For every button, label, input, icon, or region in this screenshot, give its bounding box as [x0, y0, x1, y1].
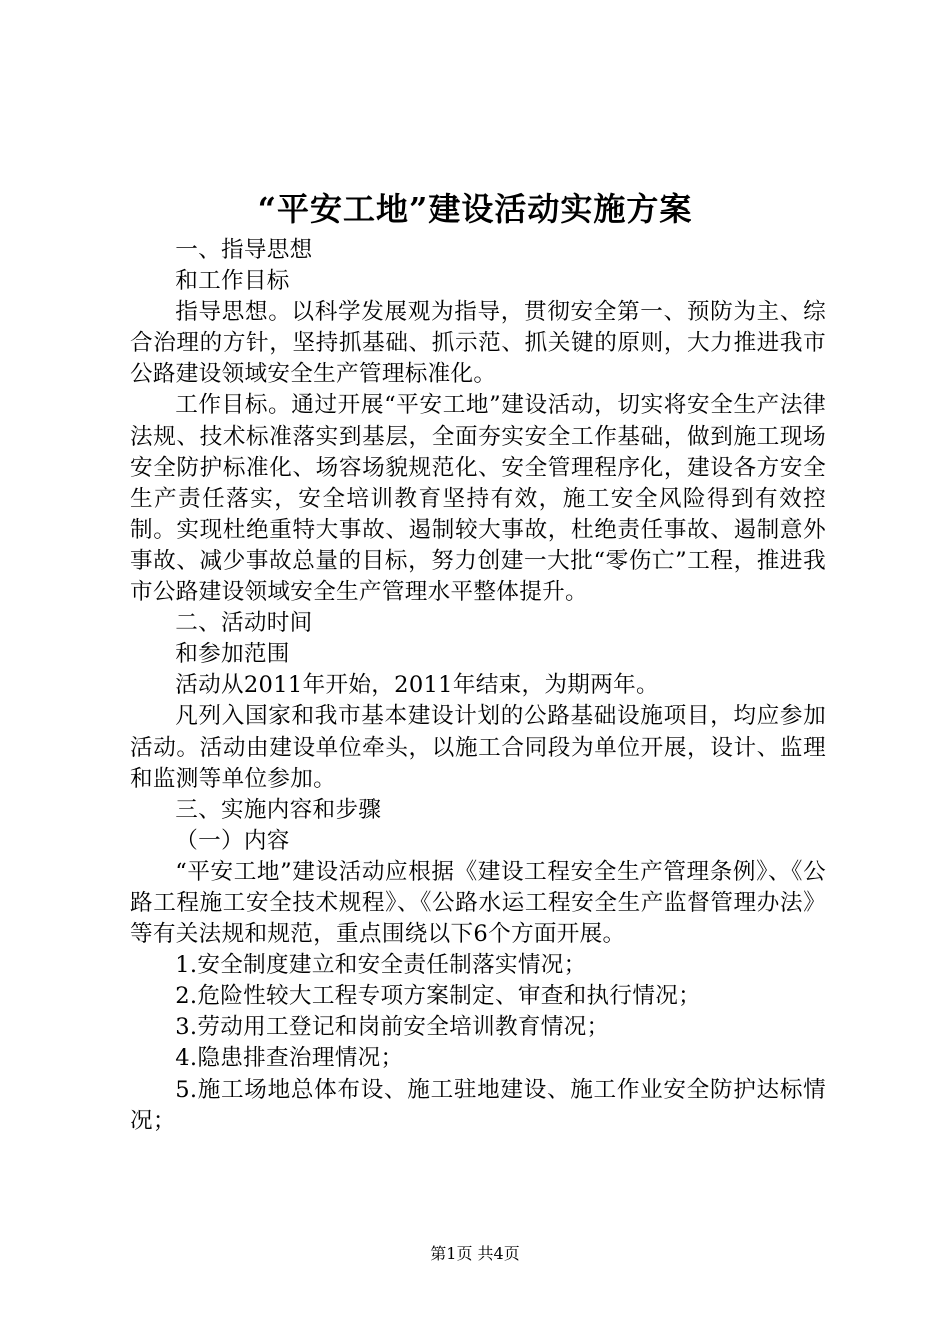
subheading-content: （一）内容: [175, 827, 290, 854]
heading-guiding-ideology: 一、指导思想: [175, 237, 313, 263]
document-title: “平安工地”建设活动实施方案: [257, 190, 693, 228]
list-item-5: 5.施工场地总体布设、施工驻地建设、施工作业安全防护达标情况；: [130, 1076, 826, 1134]
paragraph-work-goals: 工作目标。通过开展“平安工地”建设活动，切实将安全生产法律法规、技术标准落实到基层，全面夯实安全工作基础，做到施工现场安全防护标准化、场容场貌规范化、安全管理程序化，建设各方安全生产责任落实，安全培训教育坚持有效，施工安全风险得到有效控制。实现杜绝重特大事故、遏制较大事故，杜绝责任事故、遏制意外事故、减少事故总量的目标，努力创建一大批“零伤亡”工程，推进我市公路建设领域安全生产管理水平整体提升。: [130, 392, 826, 606]
page-number-footer: 第1页 共4页: [430, 1244, 520, 1263]
paragraph-activity-period: 活动从2011年开始，2011年结束，为期两年。: [175, 672, 659, 699]
list-item-2: 2.危险性较大工程专项方案制定、审查和执行情况；: [175, 983, 702, 1010]
list-item-3: 3.劳动用工登记和岗前安全培训教育情况；: [175, 1014, 610, 1041]
heading-guiding-ideology-cont: 和工作目标: [175, 268, 290, 295]
list-item-1: 1.安全制度建立和安全责任制落实情况；: [175, 952, 587, 979]
heading-implementation: 三、实施内容和步骤: [175, 796, 382, 823]
paragraph-guiding-ideology: 指导思想。以科学发展观为指导，贯彻安全第一、预防为主、综合治理的方针，坚持抓基础、抓示范、抓关键的原则，大力推进我市公路建设领域安全生产管理标准化。: [130, 299, 826, 388]
paragraph-content-basis: “平安工地”建设活动应根据《建设工程安全生产管理条例》、《公路工程施工安全技术规程》、《公路水运工程安全生产监督管理办法》等有关法规和规范，重点围绕以下6个方面开展。: [130, 858, 826, 948]
document-body: [130, 235, 826, 1137]
list-item-4: 4.隐患排查治理情况；: [175, 1045, 404, 1072]
heading-activity-time: 二、活动时间: [175, 610, 313, 637]
paragraph-activity-scope: 凡列入国家和我市基本建设计划的公路基础设施项目，均应参加活动。活动由建设单位牵头，以施工合同段为单位开展，设计、监理和监测等单位参加。: [130, 703, 826, 792]
heading-activity-time-cont: 和参加范围: [175, 641, 290, 668]
